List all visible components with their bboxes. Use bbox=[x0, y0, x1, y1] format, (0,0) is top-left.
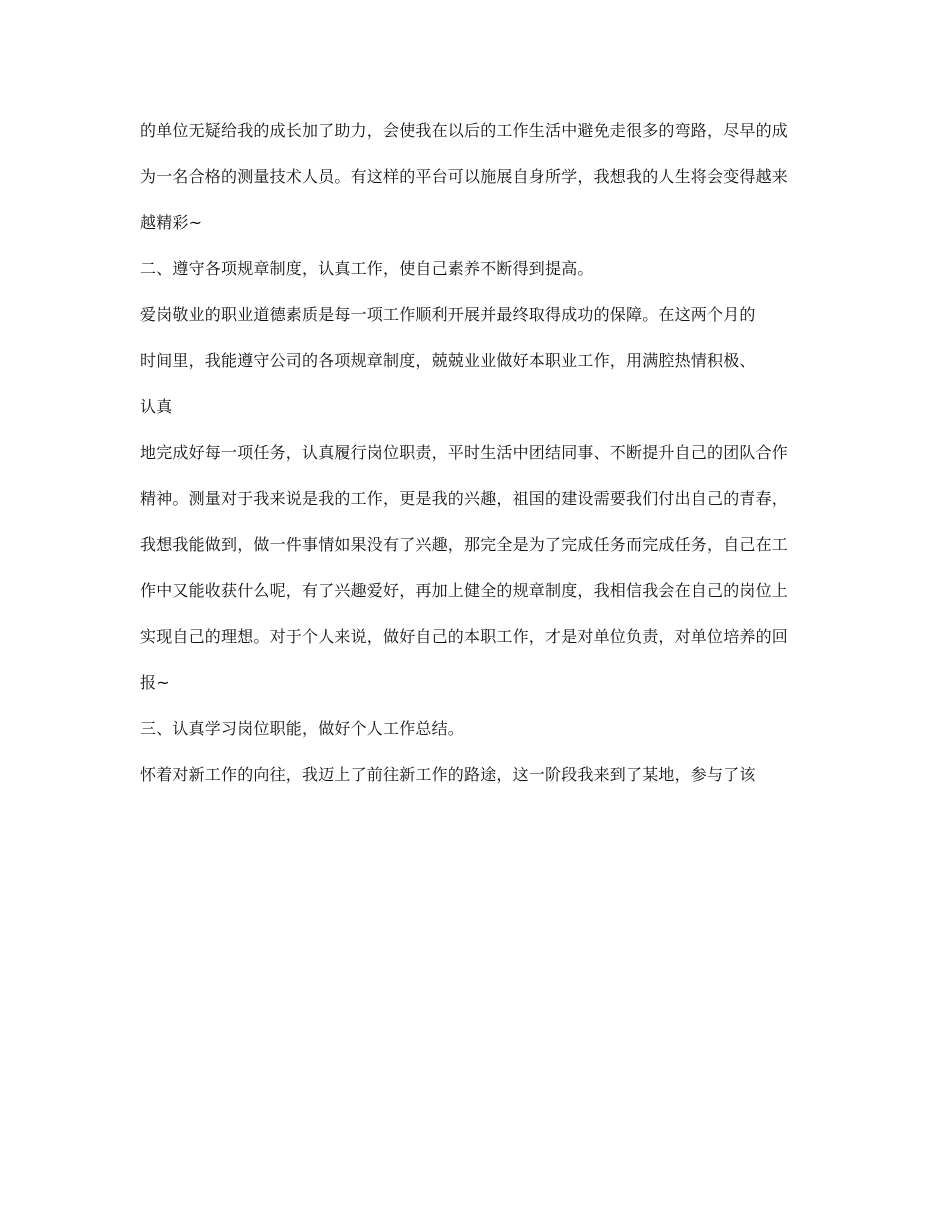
section-heading-3: 三、认真学习岗位职能，做好个人工作总结。 bbox=[140, 719, 465, 738]
section-heading-2: 二、遵守各项规章制度，认真工作，使自己素养不断得到提高。 bbox=[140, 259, 594, 278]
paragraph-6: 时间里，我能遵守公司的各项规章制度，兢兢业业做好本职业工作，用满腔热情积极、 bbox=[140, 351, 756, 370]
paragraph-9: 精神。测量对于我来说是我的工作，更是我的兴趣，祖国的建设需要我们付出自己的青春， bbox=[140, 489, 789, 508]
paragraph-3: 越精彩~ bbox=[140, 213, 203, 232]
paragraph-2: 为一名合格的测量技术人员。有这样的平台可以施展自身所学，我想我的人生将会变得越来 bbox=[140, 167, 789, 186]
document-body bbox=[140, 117, 805, 807]
paragraph-8: 地完成好每一项任务，认真履行岗位职责，平时生活中团结同事、不断提升自己的团队合作 bbox=[140, 443, 789, 462]
paragraph-5: 爱岗敬业的职业道德素质是每一项工作顺利开展并最终取得成功的保障。在这两个月的 bbox=[140, 305, 756, 324]
paragraph-15: 怀着对新工作的向往，我迈上了前往新工作的路途，这一阶段我来到了某地，参与了该 bbox=[140, 765, 756, 784]
paragraph-10: 我想我能做到，做一件事情如果没有了兴趣，那完全是为了完成任务而完成任务，自己在工 bbox=[140, 535, 789, 554]
paragraph-13: 报~ bbox=[140, 673, 170, 692]
paragraph-11: 作中又能收获什么呢，有了兴趣爱好，再加上健全的规章制度，我相信我会在自己的岗位上 bbox=[140, 581, 789, 600]
paragraph-1: 的单位无疑给我的成长加了助力，会使我在以后的工作生活中避免走很多的弯路，尽早的成 bbox=[140, 121, 789, 140]
paragraph-12: 实现自己的理想。对于个人来说，做好自己的本职工作，才是对单位负责，对单位培养的回 bbox=[140, 627, 789, 646]
paragraph-7: 认真 bbox=[140, 397, 173, 416]
